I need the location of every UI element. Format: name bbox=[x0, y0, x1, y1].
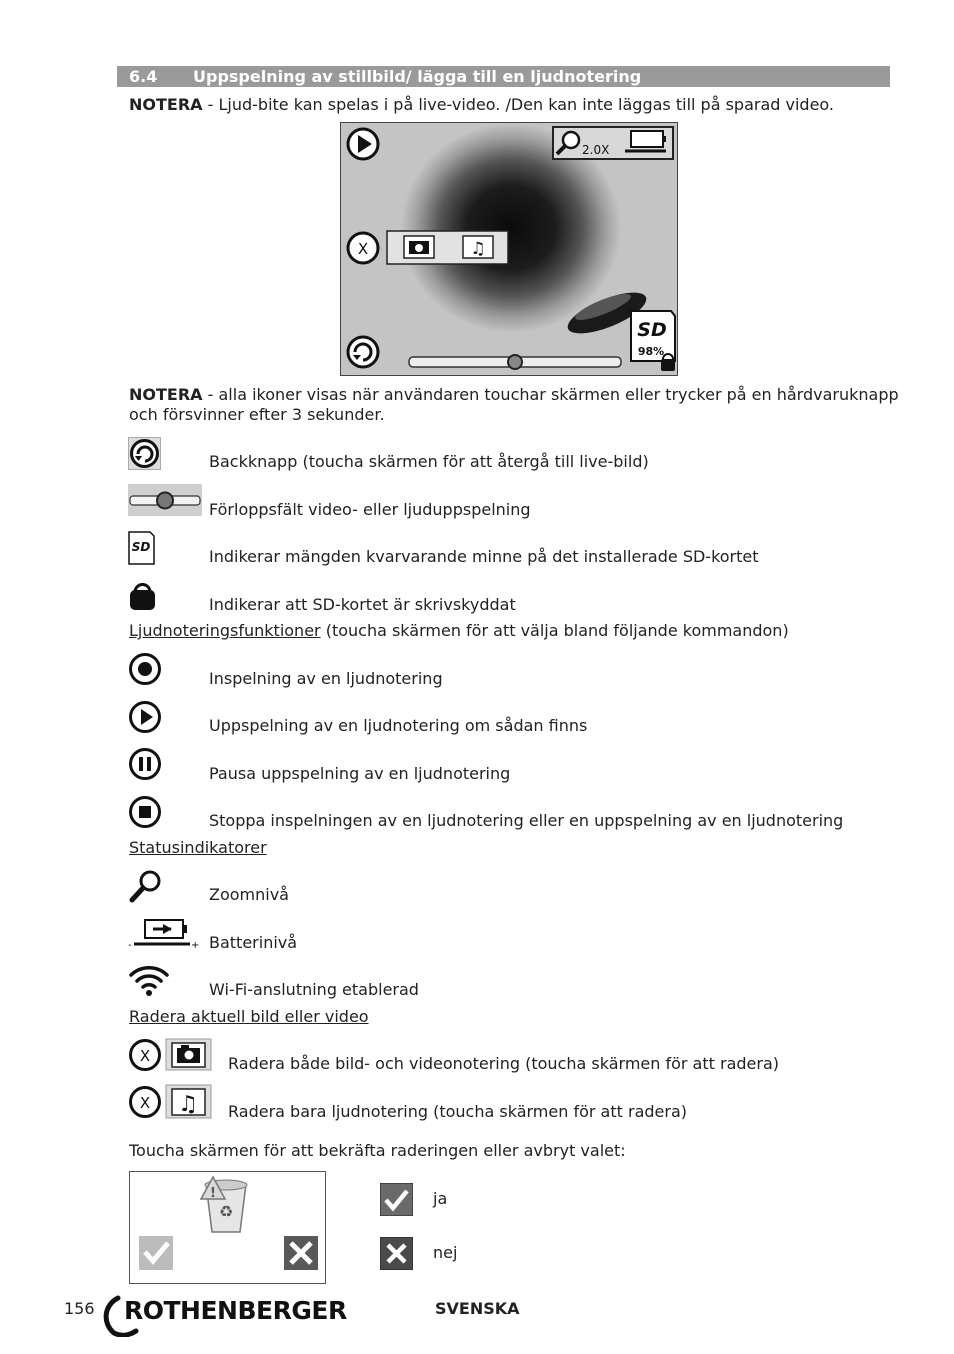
svg-text:SD: SD bbox=[131, 540, 151, 554]
brand-logo: ROTHENBERGER bbox=[124, 1296, 347, 1325]
item-sd: Indikerar mängden kvarvarande minne på det installerade SD-kortet bbox=[209, 547, 759, 566]
svg-text:♻: ♻ bbox=[218, 1202, 234, 1221]
svg-text:X: X bbox=[139, 1094, 151, 1112]
progress-bar-icon bbox=[128, 484, 202, 516]
audio-functions-heading bbox=[129, 621, 789, 641]
item-back: Backknapp (toucha skärmen för att återgå till live-bild) bbox=[209, 452, 649, 471]
item-battery: Batterinivå bbox=[209, 933, 298, 952]
item-record: Inspelning av en ljudnotering bbox=[209, 669, 443, 688]
battery-icon bbox=[128, 918, 200, 950]
note-label: NOTERA bbox=[129, 385, 203, 404]
item-zoom: Zoomnivå bbox=[209, 885, 289, 904]
note-text: - alla ikoner visas när användaren touchar skärmen eller trycker på en hårdvaruknapp bbox=[202, 385, 899, 404]
check-button bbox=[139, 1236, 173, 1270]
svg-text:!: ! bbox=[210, 1186, 216, 1201]
delete-photo-icons bbox=[128, 1038, 212, 1072]
back-icon bbox=[128, 437, 161, 470]
play-icon bbox=[128, 700, 162, 734]
item-lock: Indikerar att SD-kortet är skrivskyddat bbox=[209, 595, 516, 614]
delete-heading[interactable]: Radera aktuell bild eller video bbox=[129, 1007, 369, 1026]
section-title: Uppspelning av stillbild/ lägga till en ljudnotering bbox=[193, 67, 642, 86]
item-pause: Pausa uppspelning av en ljudnotering bbox=[209, 764, 511, 783]
language-label: SVENSKA bbox=[435, 1299, 520, 1318]
svg-text:♫: ♫ bbox=[470, 239, 486, 259]
svg-text:X: X bbox=[139, 1047, 151, 1065]
section-number: 6.4 bbox=[129, 67, 158, 86]
zoom-readout: 2.0X bbox=[582, 143, 610, 157]
svg-text:98%: 98% bbox=[637, 345, 665, 358]
svg-text:SD: SD bbox=[637, 319, 667, 341]
item-stop: Stoppa inspelningen av en ljudnotering eller en uppspelning av en ljudnotering bbox=[209, 811, 844, 830]
note-text: - Ljud-bite kan spelas i på live-video. /Den kan inte läggas till på sparad video. bbox=[202, 95, 835, 114]
item-play: Uppspelning av en ljudnotering om sådan finns bbox=[209, 716, 588, 735]
lock-icon bbox=[129, 580, 156, 611]
status-indicators-heading[interactable]: Statusindikatorer bbox=[129, 838, 267, 857]
svg-text:X: X bbox=[357, 240, 369, 258]
item-delete-audio: Radera bara ljudnotering (toucha skärmen för att radera) bbox=[228, 1102, 687, 1121]
confirm-no: nej bbox=[433, 1243, 458, 1262]
progress-bar bbox=[409, 355, 621, 369]
note-1 bbox=[129, 95, 834, 115]
audio-functions-link[interactable]: Ljudnoteringsfunktioner bbox=[129, 621, 321, 640]
magnifier-icon bbox=[129, 869, 163, 903]
wifi-icon bbox=[128, 962, 170, 998]
cross-icon bbox=[380, 1237, 413, 1270]
section-header bbox=[117, 66, 890, 87]
check-icon bbox=[380, 1183, 413, 1216]
note-2-line2: och försvinner efter 3 sekunder. bbox=[129, 405, 385, 424]
pause-icon bbox=[128, 747, 162, 781]
screen-overlay bbox=[341, 123, 678, 376]
item-wifi: Wi-Fi-anslutning etablerad bbox=[209, 980, 419, 999]
close-icon bbox=[348, 233, 378, 263]
camera-screen bbox=[340, 122, 678, 376]
back-icon bbox=[348, 337, 378, 367]
audio-functions-desc: (toucha skärmen för att välja bland följande kommandon) bbox=[320, 621, 789, 640]
confirm-instruction: Toucha skärmen för att bekräfta raderingen eller avbryt valet: bbox=[129, 1141, 626, 1160]
confirm-yes: ja bbox=[433, 1189, 448, 1208]
item-delete-both: Radera både bild- och videonotering (toucha skärmen för att radera) bbox=[228, 1054, 779, 1073]
play-icon bbox=[348, 129, 378, 159]
sd-card-icon bbox=[128, 531, 155, 565]
svg-text:♫: ♫ bbox=[178, 1092, 198, 1117]
delete-confirm-dialog bbox=[129, 1171, 326, 1284]
note-label: NOTERA bbox=[129, 95, 203, 114]
stop-icon bbox=[128, 795, 162, 829]
svg-text:-: - bbox=[128, 940, 132, 950]
delete-audio-icons bbox=[128, 1084, 212, 1120]
note-2 bbox=[129, 385, 899, 405]
cross-button bbox=[284, 1236, 318, 1270]
record-icon bbox=[128, 652, 162, 686]
delete-options-box bbox=[387, 231, 508, 264]
sd-card-icon bbox=[631, 311, 675, 371]
page-number: 156 bbox=[64, 1299, 95, 1318]
item-progress: Förloppsfält video- eller ljuduppspelning bbox=[209, 500, 531, 519]
svg-text:+: + bbox=[191, 940, 200, 950]
zoom-battery-box bbox=[553, 127, 673, 159]
